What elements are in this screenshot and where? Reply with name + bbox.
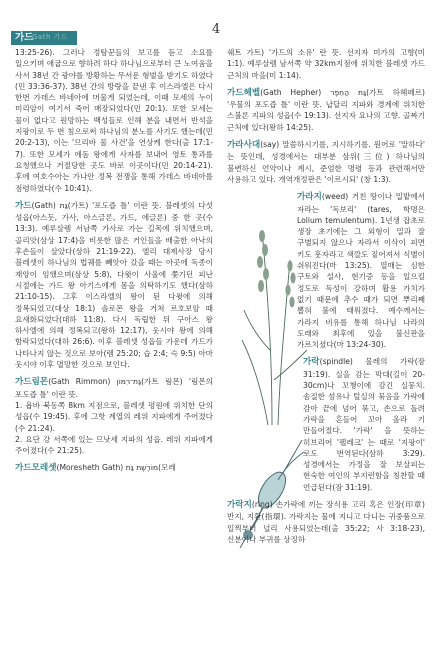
entry-sense-2: 2. 요단 강 서쪽에 있는 므낫세 지파의 성읍. 레위 지파에게 주어졌다(수 21:25). bbox=[15, 434, 213, 456]
entry-title: 가드모레셋 bbox=[15, 463, 57, 474]
right-column bbox=[227, 47, 425, 551]
entry-body: (say) 말씀하시기를, 지시하기를. 원어로 '말하다' 는 뜻인데, 성경에서는 대부분 삼위(三位) 하나님의 불변하신 언약이나 계시, 준엄한 명령 등과 관련해서만 사용하고 있다. 개역개정판은 '이르시되' (창 1:3). bbox=[227, 140, 425, 184]
page-number: 4 bbox=[212, 22, 221, 37]
entry-moresheth-gath bbox=[15, 462, 213, 474]
entry-title: 가락지 bbox=[227, 499, 252, 510]
entry-ring bbox=[227, 499, 425, 545]
entry-body: (Moresheth Gath) מוֹרֶשֶׁת גַּת(모레 bbox=[56, 463, 176, 473]
entry-gath bbox=[15, 200, 213, 370]
entry-body: (Gath Rimmon) גַּת־רִמּוֹן(가트 림몬) '림몬의 포도즙 틀' 이란 뜻. bbox=[15, 377, 213, 399]
entry-title: 가락 bbox=[303, 357, 320, 368]
section-label: 가드 bbox=[11, 31, 77, 45]
section-watermark: Gath 가드 bbox=[32, 33, 69, 41]
entry-body: (Gath Hepher) גַּת הַחֵפֶר(가트 하헤페르) '우물의 포도즙 틀' 이란 뜻. 납달리 지파와 경계에 위치한 스불론 지파의 성읍(수 19:13). 선지자 요나의 고향. 골짜기 근처에 있다(왕하 14:25). bbox=[227, 87, 425, 132]
entry-body: (Gath) גַּת(가트) '포도즙 틀' 이란 뜻. 블레셋의 다섯 성읍(아스돗, 가사, 아스글론, 가드, 에글론) 중 한 곳(수 13:3). 예루살렘 서남쪽 가사로 가는 길목에 위치했으며, 골리앗(삼상 17:4)을 비롯한 많은 거인들을 배출한 아낙의 후손들이 살았다(삼하 21:19-22). 엘리 대제사장 당시 블레셋이 하나님의 법궤를 빼앗아 갔을 때는 아곳에 독종이 재앙이 임했으며(삼상 5:8), 다윗이 사울에 쫓기던 피난 시절에는 가드 왕 아기스에게 몸을 의탁하기도 했다(삼하 21:10-15). 그후 이스라엘의 왕이 된 다윗에 의해 정복되었고(대상 18:1) 솔로몬 왕을 거쳐 르호보암 때 요새화되었다(대하 11:8). 다시 독립한 뒤 구아스 왕 하사엘에 의해 정복되고(왕하 12:17), 웃시야 왕에 의해 함락되었다(대하 26:6). 이후 블레셋 성읍들 가운데 가드가 나타나지 않는 것으로 보아(렘 25:20; 습 2:4; 슥 9:5) 아마 웃시야 이후 멸망한 것으로 보인다. bbox=[15, 200, 214, 370]
entry-sense-1: 1. 욥바 북동쪽 8km 지점으로, 블레셋 평원에 위치한 단의 성읍(수 19:45). 후에 그핫 계열의 레위 지파에게 주어졌다(수 21:24). bbox=[15, 400, 213, 433]
entry-say bbox=[227, 139, 425, 185]
page-header bbox=[0, 0, 440, 44]
entry-title: 가라지 bbox=[297, 192, 322, 203]
entry-spindle bbox=[227, 356, 425, 493]
entry-kadesh-continuation: 13:25-26). 그러나 정탐꾼들의 보고를 듣고 소요를 일으키며 애굽으로 향하려 하다 하나님으로부터 큰 노여움을 사서 38년 간 광야를 방황하는 무서운 형벌을 받기도 하였다(민 33:36-37). 38년 간의 방랑을 끝낸 후 이스라엘은 다시 한번 가데스 바네아에 머물게 되었는데, 이때 모세의 누이 미리암이 여기서 죽어 매장되었다(민 20:1). 또한 모세는 물이 없다고 원망하는 백성들로 인해 분을 내면서 반석을 지팡이로 두 번 침으로써 하나님의 분노를 사기도 했는데(민 20:2-13), 이는 '므리바 물 사건'을 연상케 한다(출 17:1-7). 또한 모세가 에돔 왕에게 사자를 보내어 영토 통과를 요청했으나 거절당한 곳도 바로 이곳이다(민 20:14-21). 후에 여호수아는 가나안 정복 전쟁을 통해 가데스 바네아를 점령하였다(수 10:41). bbox=[15, 48, 213, 193]
entry-body: (ring) 손가락에 끼는 장식용 고리 혹은 인장(印章) 반지, 지환(指環). 가락지는 물에 지니고 다니는 귀중품으로 일찍부터 널리 사용되었는데(출 35:22; 사 3:18-23), 신분이나 부귀를 상징하 bbox=[227, 499, 425, 544]
entry-title: 가드림몬 bbox=[15, 377, 49, 388]
entry-gath-rimmon bbox=[15, 376, 213, 456]
entry-title: 가드 bbox=[15, 200, 32, 211]
entry-body: (weed) 거친 땅이나 밀밭에서 자라는 '독보리' (tares, 학명은 Lolium temulentum). 1년생 잡초로 생장 초기에는 그 외형이 밀과 잘 구별되지 않으나 자라서 이삭이 피면 키도 훗자라고 색깔도 짙어져서 식별이 쉬워진다(마 13:25). 열매는 심한 구토와 설사, 현기증 등을 일으킬 정도로 독성이 강하며 활용 가치가 없기 때문에 추수 때가 되면 뿌리째 뽑혀 불에 태워졌다. 예수께서는 가라지 비유를 통해 하나님 나라의 도래와 최후에 있을 불신판을 가르치셨다(마 13:24-30). bbox=[297, 192, 425, 350]
left-column bbox=[15, 47, 213, 481]
entry-gath-hepher bbox=[227, 87, 425, 133]
entry-weed bbox=[227, 191, 425, 350]
entry-moresheth-continuation: 쉐트 가트) '가드의 소유' 란 뜻. 선지자 미가의 고향(미 1:1). 예루살렘 남서쪽 약 32km지점에 위치한 블레셋 가드 근처의 마을(미 1:14). bbox=[227, 48, 425, 80]
entry-title: 가라사대 bbox=[227, 140, 261, 151]
entry-title: 가드헤벨 bbox=[227, 87, 261, 98]
entry-body: (spindle) 물레의 가락(잠 31:19). 실을 감는 막대(길이 20-30cm)나 꼬챙이에 감긴 실뭉치. 솜질한 섬유나 털실의 묶음을 가락에 감아 끝에 넘어 묶고, 손으로 돌려 가락을 흔들어 꼬아 올라 기 만들어졌다. '가락' 을 뜻하는 히브리어 '펠레크' 는 때로 '지팡이' 로도 번역된다(삼하 3:29). 성경에서는 가정을 잘 보살피는 현숙한 여인의 부지런함을 칭찬할 때 언급된다(잠 31:19). bbox=[303, 357, 425, 492]
